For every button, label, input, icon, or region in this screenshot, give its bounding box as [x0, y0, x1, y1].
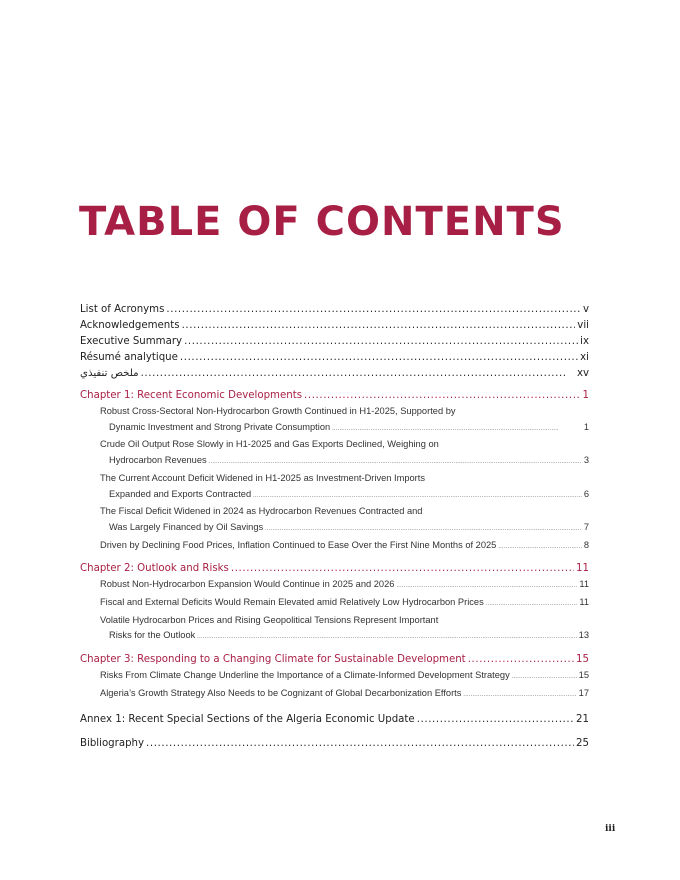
- toc-section-page: 8: [583, 539, 589, 550]
- leader-dots: [141, 366, 567, 382]
- toc-section[interactable]: [80, 613, 589, 646]
- toc-section-row: [100, 520, 589, 538]
- leader-dots: [197, 630, 576, 646]
- toc-chapter-1[interactable]: [80, 388, 589, 404]
- toc-entry-annex-1[interactable]: [80, 712, 589, 728]
- leader-dots: [231, 561, 574, 577]
- toc-entry-label: Résumé analytique: [80, 352, 178, 363]
- leader-dots: [468, 652, 574, 668]
- leader-dots: [146, 736, 574, 752]
- toc-section-row: [100, 487, 589, 505]
- leader-dots: [184, 334, 578, 350]
- leader-dots: [265, 522, 582, 538]
- toc-section[interactable]: [80, 471, 589, 504]
- toc-chapter-label: Chapter 2: Outlook and Risks: [80, 563, 229, 575]
- toc-chapter-page: 15: [576, 654, 589, 666]
- toc-section[interactable]: [80, 686, 589, 704]
- toc-entry-page: xv: [576, 368, 589, 379]
- toc-section-page: 11: [579, 597, 589, 608]
- toc-chapter-2[interactable]: [80, 561, 589, 577]
- leader-dots: [209, 455, 582, 471]
- toc-entry-label: Acknowledgements: [80, 320, 180, 331]
- leader-dots: [396, 579, 577, 595]
- toc-section-page: 3: [583, 455, 589, 466]
- leader-dots: [182, 318, 576, 334]
- toc-chapter-3[interactable]: [80, 652, 589, 668]
- toc-section-page: 6: [583, 488, 589, 499]
- toc-entry-page: ix: [580, 336, 589, 347]
- toc-section-line: Algeria’s Growth Strategy Also Needs to be Cognizant of Global Decarbonization Efforts: [100, 687, 462, 698]
- leader-dots: [180, 350, 578, 366]
- leader-dots: [463, 688, 576, 704]
- leader-dots: [498, 540, 581, 556]
- toc-section-row: [100, 628, 589, 646]
- toc-entry-page: xi: [580, 352, 589, 363]
- toc-entry-page: 21: [576, 713, 589, 725]
- toc-section-line: Robust Cross-Sectoral Non-Hydrocarbon Growth Continued in H1-2025, Supported by: [100, 406, 456, 416]
- toc-section-line: The Current Account Deficit Widened in H1-2025 as Investment-Driven Imports: [100, 472, 426, 483]
- leader-dots: [512, 670, 577, 686]
- toc-section-line: The Fiscal Deficit Widened in 2024 as Hydrocarbon Revenues Contracted and: [100, 506, 423, 517]
- toc-entry-label: Bibliography: [80, 737, 145, 749]
- toc-entry-label: Executive Summary: [80, 336, 183, 347]
- toc-chapter-page: 11: [576, 563, 589, 575]
- page-title: TABLE OF CONTENTS: [79, 199, 565, 245]
- toc-section-page: 1: [583, 421, 589, 432]
- toc-section-line: Fiscal and External Deficits Would Remain Elevated amid Relatively Low Hydrocarbon Prices: [100, 597, 484, 608]
- toc-section-row: [100, 420, 589, 438]
- toc-entry-page: vii: [577, 320, 589, 331]
- toc-section-page: 11: [579, 579, 589, 590]
- toc-section-line: Dynamic Investment and Strong Private Consumption: [109, 421, 331, 432]
- toc-entry-label: List of Acronyms: [80, 304, 165, 315]
- leader-dots: [332, 422, 558, 438]
- toc-entry-label: Annex 1: Recent Special Sections of the Algeria Economic Update: [80, 713, 415, 725]
- toc-section-page: 7: [583, 521, 589, 532]
- toc-section-row: [100, 453, 589, 471]
- toc-chapter-page: 1: [582, 390, 589, 401]
- toc-entry-bibliography[interactable]: [80, 736, 589, 752]
- toc-section-line: Was Largely Financed by Oil Savings: [109, 521, 264, 532]
- toc-section-line: Risks for the Outlook: [109, 630, 196, 641]
- toc-section-line: Volatile Hydrocarbon Prices and Rising Geopolitical Tensions Represent Important: [100, 614, 439, 625]
- page-number: iii: [605, 824, 616, 834]
- toc-section-line: Driven by Declining Food Prices, Inflation Continued to Ease Over the First Nine Months of 2025: [100, 539, 497, 550]
- toc-chapter-label: Chapter 3: Responding to a Changing Climate for Sustainable Development: [80, 654, 466, 666]
- toc-section[interactable]: [80, 538, 589, 556]
- toc-section-page: 13: [578, 630, 589, 641]
- toc-entry-executive-summary[interactable]: [80, 334, 589, 350]
- leader-dots: [486, 597, 578, 613]
- toc-section[interactable]: [80, 577, 589, 595]
- toc-section[interactable]: [80, 668, 589, 686]
- toc-entry-label: ملخص تنفيذي: [80, 368, 139, 379]
- toc-section[interactable]: [80, 437, 589, 470]
- toc-section-line: Crude Oil Output Rose Slowly in H1-2025 and Gas Exports Declined, Weighing on: [100, 439, 439, 450]
- leader-dots: [166, 302, 581, 318]
- toc-section-line: Risks From Climate Change Underline the Importance of a Climate-Informed Development Strategy: [100, 670, 510, 681]
- toc-entry-page: v: [582, 304, 589, 315]
- toc-entry-page: 25: [576, 737, 589, 749]
- toc-section-line: Hydrocarbon Revenues: [109, 455, 207, 466]
- toc-section[interactable]: [80, 595, 589, 613]
- toc-entry-list-of-acronyms[interactable]: [80, 302, 589, 318]
- toc-entry-arabic-summary[interactable]: [80, 366, 589, 382]
- toc-section-line: Robust Non-Hydrocarbon Expansion Would Continue in 2025 and 2026: [100, 579, 395, 590]
- leader-dots: [417, 712, 574, 728]
- table-of-contents: [80, 302, 589, 752]
- toc-section-page: 15: [578, 670, 589, 681]
- toc-entry-acknowledgements[interactable]: [80, 318, 589, 334]
- leader-dots: [304, 388, 581, 404]
- toc-section[interactable]: [80, 404, 589, 437]
- toc-section-page: 17: [578, 687, 589, 698]
- leader-dots: [253, 489, 582, 505]
- toc-chapter-label: Chapter 1: Recent Economic Developments: [80, 390, 303, 401]
- toc-section-line: Expanded and Exports Contracted: [109, 488, 252, 499]
- toc-section[interactable]: [80, 504, 589, 537]
- toc-entry-resume-analytique[interactable]: [80, 350, 589, 366]
